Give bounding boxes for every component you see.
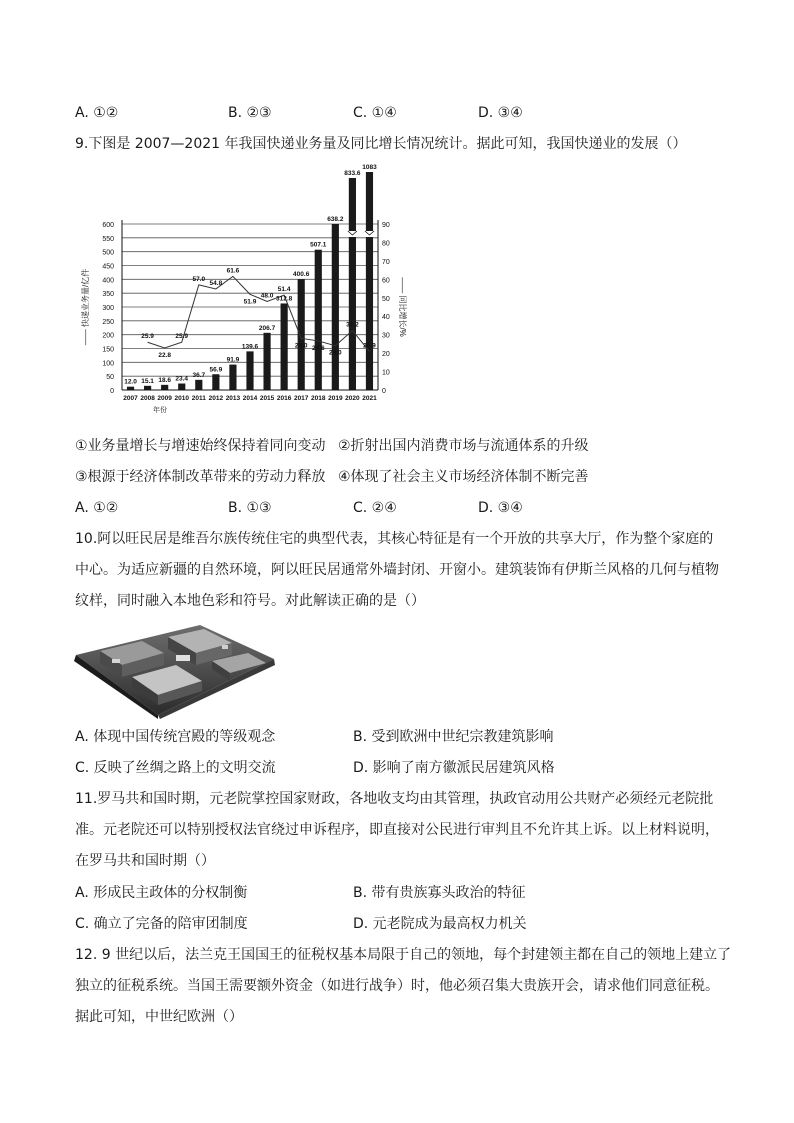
right-tick-label: 80	[382, 240, 390, 248]
bar	[349, 178, 356, 390]
left-tick-label: 0	[110, 388, 114, 395]
line-value-label: 26.6	[311, 344, 325, 352]
bar-value-label: 91.9	[226, 356, 240, 364]
q11-option-d[interactable]: D. 元老院成为最高权力机关	[353, 916, 527, 932]
x-tick-label: 2008	[140, 395, 155, 402]
bar	[332, 224, 339, 390]
bar-value-label: 400.6	[293, 271, 310, 279]
line-value-label: 28.0	[294, 342, 308, 350]
express-chart	[76, 164, 407, 422]
q11-option-b[interactable]: B. 带有贵族寡头政治的特征	[353, 885, 526, 901]
q9-statement-1: ①业务量增长与增速始终保持着同向变动	[75, 438, 326, 454]
x-axis-title: 年份	[153, 407, 167, 414]
left-tick-label: 200	[102, 332, 114, 340]
q9-statement-3: ③根源于经济体制改革带来的劳动力释放	[75, 469, 326, 485]
bar	[366, 172, 373, 390]
q11-stem-line-2: 准。元老院还可以特别授权法官绕过申诉程序，即直接对公民进行审判且不允许其上诉。以上材料说明，	[75, 822, 719, 838]
x-tick-label: 2020	[345, 395, 360, 402]
x-tick-label: 2013	[225, 395, 241, 402]
q11-stem-line-1: 11.罗马共和国时期，元老院掌控国家财政，各地收支均由其管理，执政官动用公共财产必须经元老院批	[75, 791, 714, 807]
q11-option-c[interactable]: C. 确立了完备的陪审团制度	[75, 916, 248, 932]
bar-value-label: 36.7	[192, 371, 206, 379]
q9-option-a[interactable]: A. ①②	[75, 500, 119, 516]
q10-stem-line-2: 中心。为适应新疆的自然环境，阿以旺民居通常外墙封闭、开窗小。建筑装饰有伊斯兰风格的几何与植物	[75, 562, 719, 578]
q10-option-c[interactable]: C. 反映了丝绸之路上的文明交流	[75, 760, 276, 776]
bar-value-label: 23.4	[175, 375, 189, 383]
x-tick-label: 2015	[259, 395, 275, 402]
bar-value-label: 139.6	[241, 343, 259, 351]
x-tick-label: 2017	[293, 395, 309, 402]
x-tick-label: 2012	[208, 395, 224, 402]
q8-option-c[interactable]: C. ①④	[353, 105, 397, 121]
q8-option-b[interactable]: B. ②③	[228, 105, 272, 121]
q8-option-a[interactable]: A. ①②	[75, 105, 119, 121]
left-tick-label: 400	[102, 277, 114, 285]
q10-stem-line-3: 纹样，同时融入本地色彩和符号。对此解读正确的是（）	[75, 593, 425, 609]
bar-value-label: 12.0	[124, 378, 137, 386]
q10-option-b[interactable]: B. 受到欧洲中世纪宗教建筑影响	[353, 729, 554, 745]
line-value-label: 57.0	[192, 275, 206, 283]
bar-value-label: 638.2	[327, 216, 344, 223]
q12-stem-line-1: 12. 9 世纪以后，法兰克王国国王的征税权基本局限于自己的领地，每个封建领主都在自己的领地上建立了	[75, 947, 732, 963]
x-tick-label: 2011	[191, 395, 206, 402]
bar	[161, 385, 168, 390]
x-tick-label: 2021	[362, 395, 377, 402]
x-tick-label: 2014	[242, 395, 258, 402]
x-tick-label: 2007	[123, 395, 138, 402]
bar	[263, 333, 270, 390]
bar	[298, 279, 305, 390]
right-tick-label: 30	[382, 332, 390, 340]
x-tick-label: 2019	[328, 395, 343, 402]
q9-option-d[interactable]: D. ③④	[478, 500, 523, 516]
q10-option-d[interactable]: D. 影响了南方徽派民居建筑风格	[353, 760, 555, 776]
q10-stem-line-1: 10.阿以旺民居是维吾尔族传统住宅的典型代表，其核心特征是有一个开放的共享大厅，作为整个家庭的	[75, 531, 714, 547]
right-tick-label: 0	[382, 388, 386, 395]
bar-value-label: 312.8	[275, 295, 293, 303]
left-tick-label: 450	[102, 263, 114, 271]
left-tick-label: 500	[102, 249, 114, 257]
right-axis-title: —— 同比增长/%	[398, 277, 407, 337]
bar-value-label: 18.6	[158, 376, 171, 384]
line-value-label: 51.9	[243, 298, 257, 306]
x-tick-label: 2010	[174, 395, 189, 402]
bar-value-label: 206.7	[258, 324, 276, 332]
q8-option-d[interactable]: D. ③④	[478, 105, 523, 121]
q10-option-a[interactable]: A. 体现中国传统宫殿的等级观念	[75, 729, 276, 745]
right-tick-label: 50	[382, 295, 390, 303]
q9-option-c[interactable]: C. ②④	[353, 500, 397, 516]
q9-stem: 9.下图是 2007—2021 年我国快递业务量及同比增长情况统计。据此可知，我国快递业的发展（）	[75, 136, 687, 152]
left-tick-label: 350	[102, 291, 114, 299]
bar-value-label: 56.9	[209, 366, 223, 374]
line-value-label: 22.8	[158, 351, 171, 359]
right-tick-label: 40	[382, 314, 390, 322]
x-tick-label: 2016	[276, 395, 292, 402]
bar-value-label: 833.6	[344, 170, 361, 177]
bar	[281, 303, 288, 390]
q11-option-a[interactable]: A. 形成民主政体的分权制衡	[75, 885, 248, 901]
aywang-dwelling-photo	[72, 615, 277, 719]
bar-value-label: 507.1	[310, 241, 327, 249]
q9-statement-4: ④体现了社会主义市场经济体制不断完善	[338, 469, 589, 485]
line-value-label: 25.9	[141, 333, 154, 341]
line-value-label: 48.0	[260, 292, 274, 300]
line-value-label: 61.6	[226, 267, 240, 275]
x-tick-label: 2009	[157, 395, 172, 402]
left-tick-label: 550	[102, 235, 114, 243]
bar-value-label: 1083	[362, 164, 377, 171]
bar	[246, 351, 253, 390]
line-value-label: 32.2	[346, 321, 359, 329]
right-tick-label: 60	[382, 277, 390, 285]
left-tick-label: 300	[102, 305, 114, 312]
bar-value-label: 15.1	[141, 377, 154, 385]
line-value-label: 51.4	[277, 286, 291, 294]
q12-stem-line-3: 据此可知，中世纪欧洲（）	[75, 1009, 243, 1025]
left-tick-label: 150	[102, 346, 114, 354]
q9-statement-2: ②折射出国内消费市场与流通体系的升级	[338, 438, 589, 454]
left-axis-title: —— 快递业务量/亿件	[81, 268, 90, 346]
line-value-label: 54.8	[209, 279, 223, 287]
right-tick-label: 20	[382, 351, 390, 359]
x-tick-label: 2018	[311, 395, 326, 402]
q9-option-b[interactable]: B. ①③	[228, 500, 272, 516]
bar	[315, 250, 322, 390]
line-value-label: 20.9	[363, 342, 376, 350]
bar	[229, 365, 236, 390]
bar	[212, 374, 219, 390]
q12-stem-line-2: 独立的征税系统。当国王需要额外资金（如进行战争）时，他必须召集大贵族开会，请求他们同意征税。	[75, 978, 719, 994]
left-tick-label: 250	[102, 318, 114, 326]
left-tick-label: 100	[102, 360, 114, 368]
bar	[178, 384, 185, 390]
right-tick-label: 70	[382, 258, 390, 266]
line-value-label: 24.0	[329, 349, 342, 357]
bar	[195, 380, 202, 390]
line-value-label: 25.9	[175, 333, 189, 341]
right-tick-label: 90	[382, 222, 390, 229]
left-tick-label: 600	[102, 222, 114, 229]
q11-stem-line-3: 在罗马共和国时期（）	[75, 853, 215, 869]
bar	[144, 386, 151, 390]
left-tick-label: 50	[106, 374, 114, 382]
right-tick-label: 10	[382, 369, 390, 377]
